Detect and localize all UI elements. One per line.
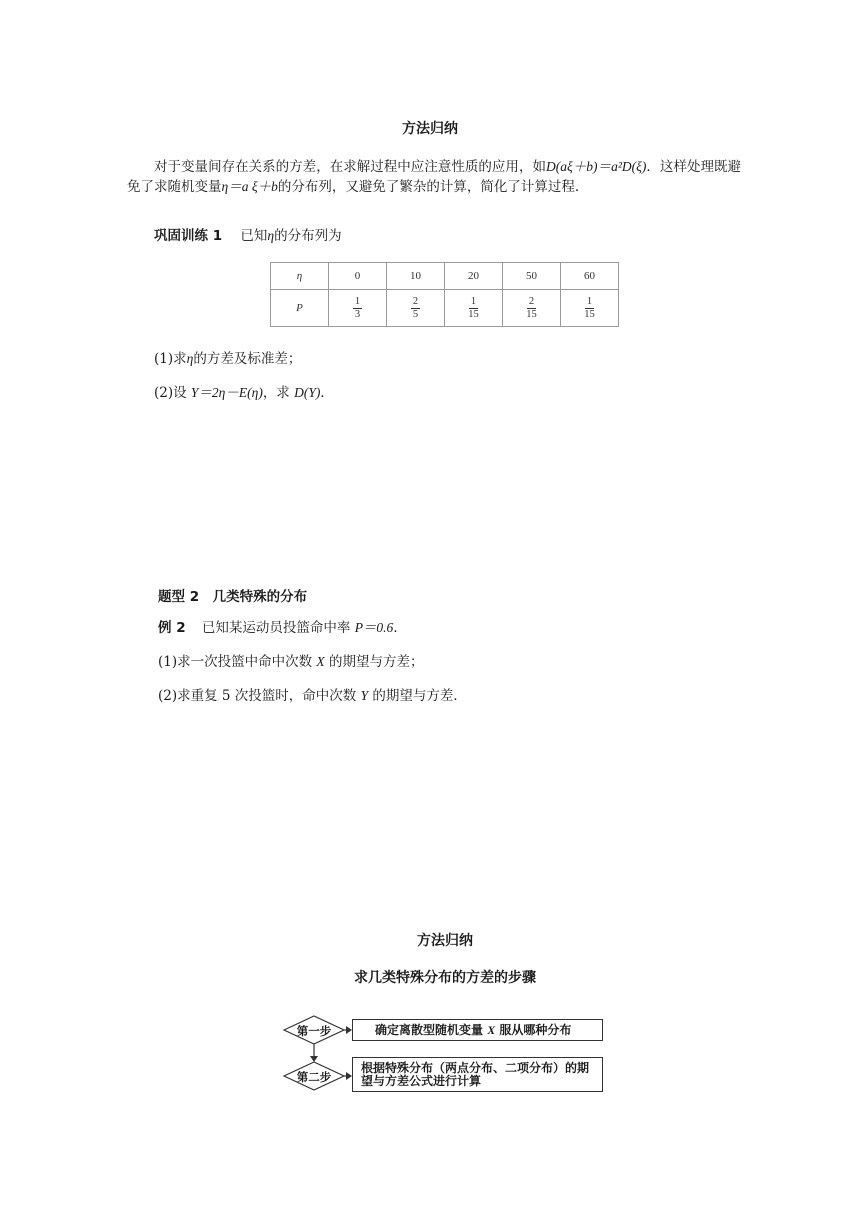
probability-formula: P＝0.6 — [354, 620, 394, 635]
exercise-text: 的分布列为 — [274, 228, 342, 244]
step-two-box — [352, 1057, 603, 1092]
step-text: 服从哪种分布 — [499, 1023, 572, 1037]
section-subheading: 求几类特殊分布的方差的步骤 — [354, 970, 536, 986]
type-title: 题型 2 几类特殊的分布 — [158, 589, 308, 605]
paragraph-text: 的分布列，又避免了繁杂的计算，简化了计算过程． — [277, 179, 589, 195]
table-cell-value: 20 — [445, 263, 503, 290]
denominator: 15 — [584, 309, 595, 320]
probability-cell — [387, 290, 445, 327]
step-text: 根据特殊分布（两点分布、二项分布）的期望与方差公式进行计算 — [361, 1061, 590, 1088]
y-formula: Y＝2η－E(η) — [190, 385, 263, 400]
denominator: 15 — [468, 309, 479, 320]
variance-expression: D(Y) — [294, 385, 321, 400]
question-text: (1)求一次投篮中命中次数 — [158, 654, 313, 670]
probability-cell — [561, 290, 619, 327]
fraction — [582, 296, 597, 321]
question-text: ，求 — [262, 385, 290, 401]
probability-cell — [445, 290, 503, 327]
exercise-intro — [154, 226, 342, 246]
example-label: 例 2 — [158, 620, 186, 636]
table-cell-value: 10 — [387, 263, 445, 290]
table-cell-value: 60 — [561, 263, 619, 290]
question-text: 的期望与方差； — [328, 654, 424, 670]
eta-variable: η — [267, 228, 275, 243]
row-label-p: P — [271, 290, 329, 327]
probability-cell — [503, 290, 561, 327]
numerator: 1 — [354, 296, 361, 307]
y-variable: Y — [360, 688, 369, 703]
numerator: 2 — [528, 296, 535, 307]
section-heading: 方法归纳 — [417, 933, 473, 949]
step-label: 第一步 — [296, 1024, 332, 1038]
paragraph-text: ．这样处理既避免了求随机变量 — [127, 159, 742, 195]
variance-property-formula: D(aξ＋b)＝a²D(ξ) — [545, 159, 647, 174]
denominator: 3 — [354, 309, 361, 320]
fraction — [524, 296, 539, 321]
x-variable: X — [316, 654, 325, 669]
table-row — [271, 263, 619, 290]
question-text: (1)求 — [154, 351, 187, 367]
paragraph-text: 对于变量间存在关系的方差，在求解过程中应注意性质的应用，如 — [154, 159, 546, 175]
exercise-text: 已知 — [240, 228, 268, 244]
fraction — [353, 296, 362, 321]
question-text: (2)求重复 5 次投篮时，命中次数 — [158, 688, 357, 704]
table-cell-value: 0 — [329, 263, 387, 290]
exercise-question-2 — [154, 383, 334, 403]
distribution-table — [270, 262, 619, 327]
section-heading: 方法归纳 — [402, 121, 458, 137]
question-text: 的期望与方差． — [372, 688, 467, 704]
eta-variable: η — [186, 351, 194, 366]
example-question-1 — [158, 652, 423, 672]
question-text: ． — [320, 385, 334, 401]
fraction — [411, 296, 420, 321]
numerator: 1 — [586, 296, 593, 307]
example-text: 已知某运动员投篮命中率 — [201, 620, 351, 636]
step-text: 确定离散型随机变量 — [375, 1023, 484, 1037]
numerator: 2 — [412, 296, 419, 307]
exercise-title: 巩固训练 1 — [154, 228, 223, 244]
step-label: 第二步 — [296, 1070, 332, 1084]
row-label-eta: η — [271, 263, 329, 290]
numerator: 1 — [470, 296, 477, 307]
fraction — [466, 296, 481, 321]
exercise-question-1 — [154, 349, 301, 369]
linear-transform-formula: η＝a ξ＋b — [221, 179, 278, 194]
denominator: 15 — [526, 309, 537, 320]
table-row — [271, 290, 619, 327]
method-paragraph — [127, 157, 741, 197]
probability-cell — [329, 290, 387, 327]
question-text: 的方差及标准差； — [193, 351, 302, 367]
step-one-box — [352, 1019, 603, 1041]
denominator: 5 — [412, 309, 419, 320]
example-question-2 — [158, 686, 467, 706]
table-cell-value: 50 — [503, 263, 561, 290]
example-text: ． — [393, 620, 407, 636]
arrow-down-icon — [310, 1056, 318, 1062]
question-text: (2)设 — [154, 385, 187, 401]
example-statement — [158, 618, 407, 638]
x-variable: X — [487, 1023, 496, 1037]
